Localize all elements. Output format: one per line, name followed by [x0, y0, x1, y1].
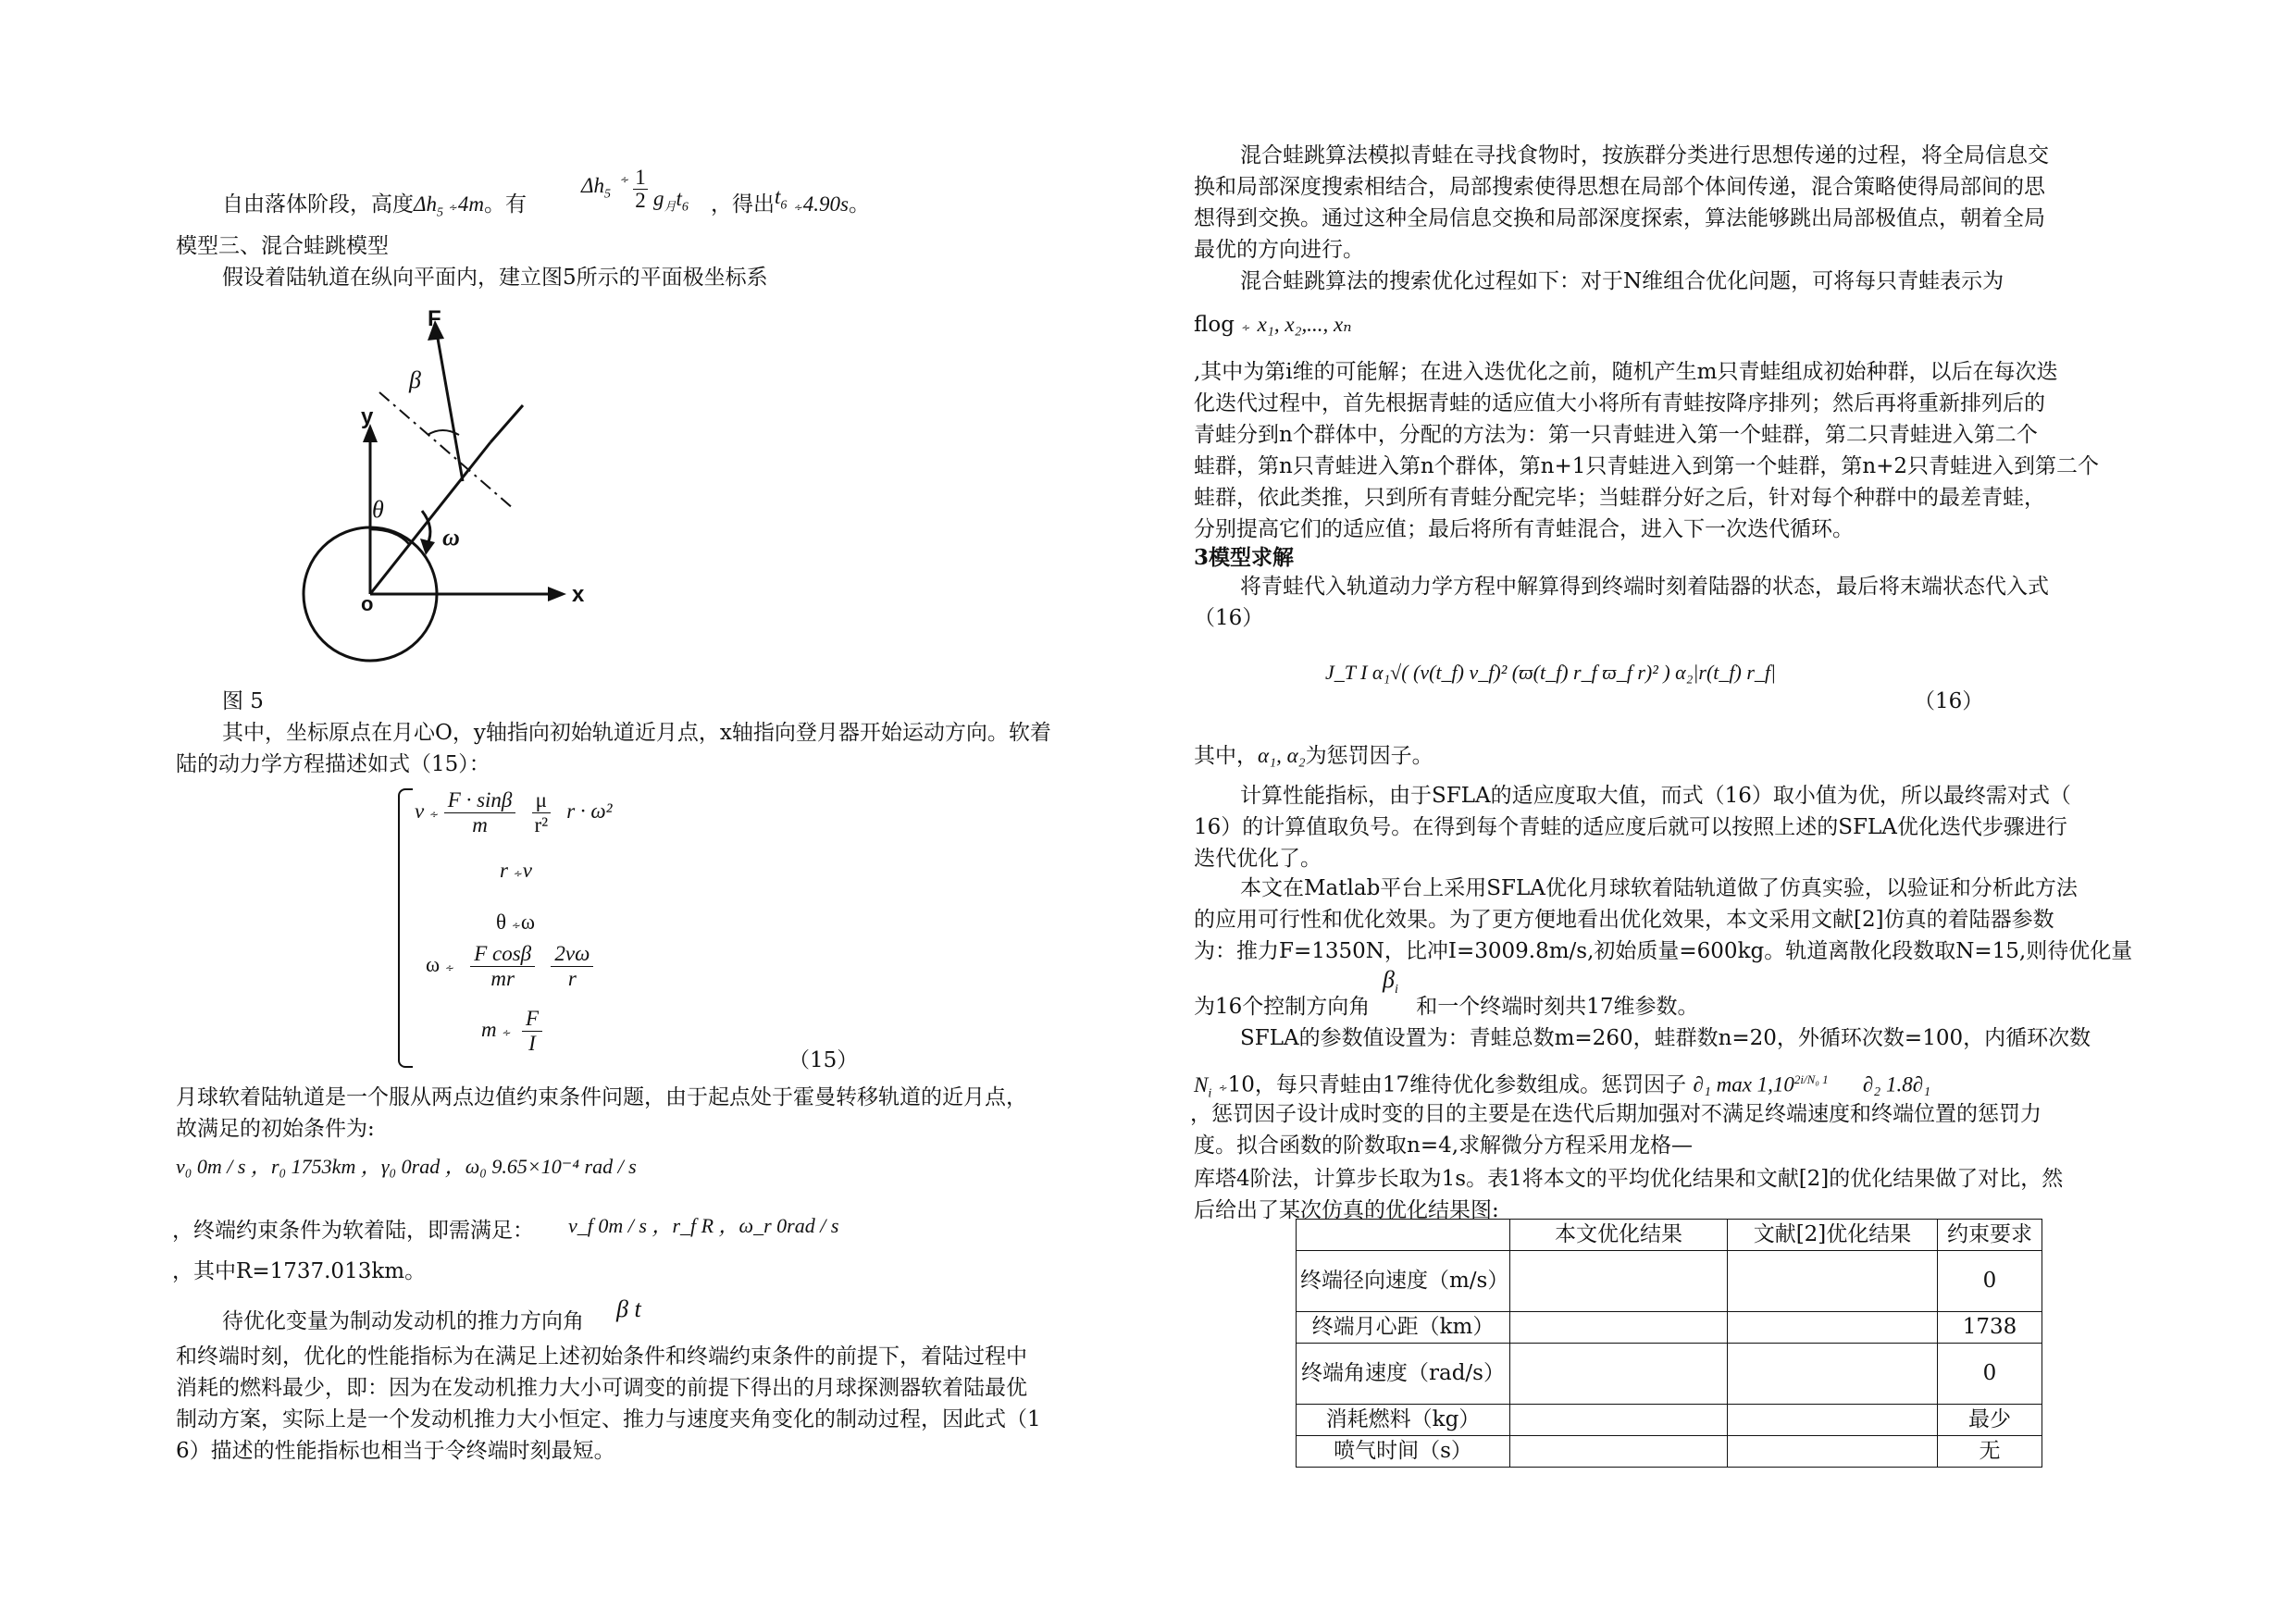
equation-15-brace: [398, 788, 413, 1068]
formula-half-fraction: ∻ 1 2: [633, 167, 648, 212]
results-table: [1296, 1219, 2042, 1468]
table-row: 终端月心距（km） 1738: [1297, 1312, 2042, 1344]
flog-formula: flog ∻ x₁, x₂,..., xₙ: [1194, 313, 1352, 337]
para3-line4: 6）描述的性能指标也相当于令终端时刻最短。: [176, 1439, 615, 1463]
para2-line2: 故满足的初始条件为:: [176, 1117, 375, 1141]
figure-5-diagram: [278, 296, 592, 675]
eq15-row2: r ∻v: [500, 859, 532, 882]
p2-line1: 混合蛙跳算法的搜索优化过程如下：对于N维组合优化问题，可将每只青蛙表示为: [1240, 269, 2004, 293]
p1-line4: 最优的方向进行。: [1194, 238, 1364, 262]
p4-line2: （16）: [1194, 606, 1264, 630]
p6-line3: 为：推力F=1350N，比冲I=3009.8m/s,初始质量=600kg。轨道离散化段数取N=15,则待优化量: [1194, 939, 2133, 963]
eq15-label: （15）: [788, 1048, 859, 1072]
p6-line2: 的应用可行性和优化效果。为了更方便地看出优化效果，本文采用文献[2]仿真的着陆器参数: [1194, 908, 2054, 932]
beta-i-symbol: $\beta_i$: [1383, 966, 1398, 997]
p7-line2: $N_i$ ∻10，每只青蛙由17维待优化参数组成。惩罚因子 ∂₁ $\max 1,10^{2i/N_0 1}$ ∂₂ 1.8∂₁: [1194, 1072, 1931, 1101]
opt-variable: 待优化变量为制动发动机的推力方向角: [222, 1309, 584, 1333]
p3-line5: 蛙群，依此类推，只到所有青蛙分配完毕；当蛙群分好之后，针对每个种群中的最差青蛙，: [1194, 486, 2045, 510]
p5-line1: 计算性能指标，由于SFLA的适应度取大值，而式（16）取小值为优，所以最终需对式（: [1240, 784, 2071, 808]
para3-line2: 消耗的燃料最少，即：因为在发动机推力大小可调变的前提下得出的月球探测器软着陆最优: [176, 1376, 1027, 1400]
para1-line2: 陆的动力学方程描述如式（15）：: [176, 752, 490, 776]
para1-line1: 其中，坐标原点在月心O，y轴指向初始轨道近月点，x轴指向登月器开始运动方向。软着: [222, 721, 1051, 745]
x-axis-arrow: [548, 587, 566, 601]
formula-g-t: $g_月t_6$: [653, 187, 689, 215]
p4-line1: 将青蛙代入轨道动力学方程中解算得到终端时刻着陆器的状态，最后将末端状态代入式: [1240, 575, 2049, 599]
table-row: 喷气时间（s） 无: [1297, 1436, 2042, 1468]
p7-line6: 后给出了某次仿真的优化结果图:: [1194, 1198, 1499, 1222]
formula-dh5-half: $\Delta h_5$: [581, 174, 611, 202]
initial-conditions: v₀ 0m / s ，r₀ 1753km ，γ₀ 0rad ，ω₀ 9.65×10⁻⁴ rad / s: [176, 1155, 637, 1178]
equation-16: J_T I α₁√( (v(t_f) v_f)² (ϖ(t_f) r_f ϖ_f r)² ) α₂|r(t_f) r_f|: [1325, 661, 1777, 684]
para3-line1: 和终端时刻，优化的性能指标为在满足上述初始条件和终端约束条件的前提下，着陆过程中: [176, 1344, 1027, 1369]
p3-line3: 青蛙分到n个群体中，分配的方法为：第一只青蛙进入第一个蛙群，第二只青蛙进入第二个: [1194, 423, 2038, 447]
table-row: 终端径向速度（m/s） 0: [1297, 1251, 2042, 1312]
formula-dh5: $\Delta h_5$ ∻4m: [414, 192, 484, 220]
p6-line4: 为16个控制方向角 和一个终端时刻共17维参数。: [1194, 995, 1699, 1019]
figure-label-theta: θ: [372, 496, 384, 523]
eq15-row5: m ∻ $\frac{F}{I}$: [481, 1007, 542, 1056]
p1-line3: 想得到交换。通过这种全局信息交换和局部深度探索，算法能够跳出局部极值点，朝着全局: [1194, 206, 2045, 230]
para2-line1: 月球软着陆轨道是一个服从两点边值约束条件问题，由于起点处于霍曼转移轨道的近月点，: [176, 1085, 1027, 1109]
p7-line1: SFLA的参数值设置为：青蛙总数m=260，蛙群数n=20，外循环次数=100，内循环次数: [1240, 1026, 2091, 1050]
eq16-label: （16）: [1914, 689, 1984, 713]
free-fall-line: 自由落体阶段，高度$\Delta h_5$ ∻4m。有: [222, 192, 527, 220]
figure-label-o: o: [361, 592, 374, 615]
eq15-row4: ω ∻ $\frac{\text{F cosβ}}{mr}$ $\frac{2v\omega}{r}$: [426, 942, 593, 991]
para3-line3: 制动方案，实际上是一个发动机推力大小恒定、推力与速度夹角变化的制动过程，因此式（1: [176, 1407, 1041, 1431]
terminal-prefix: ，终端约束条件为软着陆，即需满足：: [172, 1219, 534, 1243]
p5-line3: 迭代优化了。: [1194, 847, 1322, 871]
p5-line2: 16）的计算值取负号。在得到每个青蛙的适应度后就可以按照上述的SFLA优化迭代步骤进行: [1194, 815, 2067, 839]
figure-label-omega: ω: [442, 524, 460, 551]
model-heading: 模型三、混合蛙跳模型: [176, 234, 389, 258]
p7-line3: ，惩罚因子设计成时变的目的主要是在迭代后期加强对不满足终端速度和终端位置的惩罚力: [1190, 1102, 2042, 1126]
figure-label-beta: β: [409, 366, 421, 393]
p3-line4: 蛙群，第n只青蛙进入第n个群体，第n+1只青蛙进入到第一个蛙群，第n+2只青蛙进入到第二个: [1194, 454, 2100, 478]
figure-caption: 图 5: [222, 689, 264, 713]
penalty-line: 其中，α₁, α₂为惩罚因子。: [1194, 744, 1433, 768]
p7-line5: 库塔4阶法，计算步长取为1s。表1将本文的平均优化结果和文献[2]的优化结果做了对比，然: [1194, 1167, 2064, 1191]
figure-label-y: y: [361, 404, 374, 429]
p3-line1: ,其中为第i维的可能解；在进入迭优化之前，随机产生m只青蛙组成初始种群，以后在每次迭: [1194, 360, 2058, 384]
eq15-row3: θ ∻ω: [496, 911, 535, 934]
p1-line1: 混合蛙跳算法模拟青蛙在寻找食物时，按族群分类进行思想传递的过程，将全局信息交: [1240, 143, 2049, 167]
p6-line1: 本文在Matlab平台上采用SFLA优化月球软着陆轨道做了仿真实验，以验证和分析此方法: [1240, 876, 2078, 900]
table-row: 终端角速度（rad/s） 0: [1297, 1344, 2042, 1405]
table-row: 消耗燃料（kg） 最少: [1297, 1405, 2042, 1436]
figure-label-x: x: [572, 582, 585, 607]
r-definition: ，其中R=1737.013km。: [172, 1259, 427, 1283]
p7-line4: 度。拟合函数的阶数取n=4,求解微分方程采用龙格—: [1194, 1134, 1694, 1158]
eq15-row1: v ∻ $\frac{F \cdot \sin\beta}{m}$ $\frac{\mu}{\text{r²}}$ r · ω²: [415, 788, 613, 836]
opt-variable-symbol: β t: [616, 1295, 641, 1322]
table-header-row: 本文优化结果 文献[2]优化结果 约束要求: [1297, 1220, 2042, 1251]
p3-line2: 化迭代过程中，首先根据青蛙的适应值大小将所有青蛙按降序排列；然后再将重新排列后的: [1194, 391, 2045, 415]
free-fall-result: ，得出$t_6$ ∻4.90s。: [711, 185, 870, 217]
figure-label-F: F: [428, 306, 441, 331]
p1-line2: 换和局部深度搜索相结合，局部搜索使得思想在局部个体间传递，混合策略使得局部间的思: [1194, 175, 2045, 199]
terminal-conditions: v_f 0m / s ，r_f R ，ω_r 0rad / s: [568, 1214, 839, 1237]
section-heading: 3模型求解: [1194, 545, 1295, 570]
p3-line6: 分别提高它们的适应值；最后将所有青蛙混合，进入下一次迭代循环。: [1194, 517, 1854, 541]
assume-text: 假设着陆轨道在纵向平面内，建立图5所示的平面极坐标系: [222, 266, 768, 290]
